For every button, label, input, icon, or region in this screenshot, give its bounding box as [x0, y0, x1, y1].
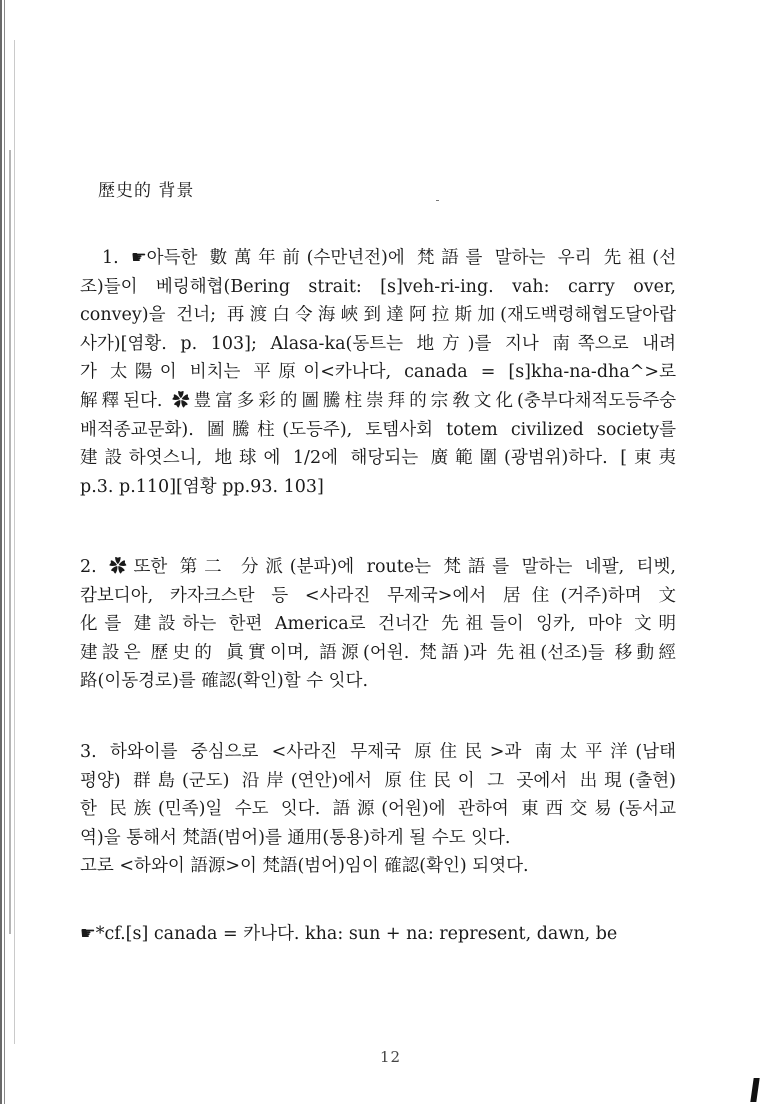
paragraph-line: 化를 建設하는 한편 America로 건너간 先祖들이 잉카, 마야 文明 [80, 614, 676, 635]
paragraph-line: 사가)[염황. p. 103]; Alasa-ka(동트는 地方)를 지나 南쪽으로 내려 [80, 333, 676, 354]
page-number: 12 [380, 1048, 402, 1066]
paragraph-line: 建設은 歷史的 眞實이며, 語源(어원. 梵語)과 先祖(선조)들 移動經 [80, 642, 676, 663]
paragraph-line: 建設하엿스니, 地球에 1/2에 해당되는 廣範圍(광범위)하다. [東夷 [80, 448, 676, 469]
paragraph-line: 배적종교문화). 圖騰柱(도등주), 토템사회 totem civilized society를 [80, 419, 676, 440]
paragraph-2 [80, 553, 676, 696]
paragraph-1 [80, 244, 676, 501]
paragraph-line: 1. ☛아득한 數萬年前(수만년전)에 梵語를 말하는 우리 先祖(선 [102, 248, 676, 268]
paragraph-line: 解釋된다. ✿豊富多彩的圖騰柱崇拜的宗敎文化(충부다채적도등주숭 [80, 390, 676, 411]
paragraph-3 [80, 738, 676, 881]
paragraph-line: convey)을 건너; 再渡白令海峽到達阿拉斯加(재도백령해협도달아랍 [80, 305, 676, 326]
paragraph-line: 역)을 통해서 梵語(범어)를 通用(통용)하게 될 수도 잇다. [80, 827, 511, 848]
paragraph-line: p.3. p.110][염황 pp.93. 103] [80, 476, 324, 497]
section-heading: 歷史的 背景 [98, 181, 195, 201]
scan-corner-mark [750, 1078, 759, 1102]
paragraph-line: 路(이동경로)를 確認(확인)할 수 잇다. [80, 671, 369, 692]
paragraph-line: 캄보디아, 카자크스탄 등 <사라진 무제국>에서 居住(거주)하며 文 [80, 585, 676, 606]
paragraph-line: 한 民族(민족)일 수도 잇다. 語源(어원)에 관하여 東西交易(동서교 [80, 799, 676, 820]
paragraph-line: 고로 <하와이 語源>이 梵語(범어)임이 確認(확인) 되엿다. [80, 856, 529, 877]
scan-edge [9, 150, 11, 934]
paragraph-line: 3. 하와이를 중심으로 <사라진 무제국 原住民>과 南太平洋(남태 [80, 742, 676, 762]
paragraph-line: 평양) 群島(군도) 沿岸(연안)에서 原住民이 그 곳에서 出現(출현) [80, 770, 676, 791]
paragraph-line: 2. ✿또한 第二 分派(분파)에 route는 梵語를 말하는 네팔, 티벳, [80, 557, 676, 577]
scan-edge [14, 40, 15, 1044]
scan-speck [436, 200, 439, 201]
scan-edge [0, 0, 2, 1104]
paragraph-line: 조)들이 베링해협(Bering strait: [s]veh-ri-ing. vah: carry over, [80, 276, 676, 297]
cf-note: ☛*cf.[s] canada = 카나다. kha: sun + na: represent, dawn, be [80, 924, 618, 944]
paragraph-line: 가 太陽이 비치는 平原이<카나다, canada = [s]kha-na-dha^>로 [80, 362, 676, 383]
scan-edge [4, 0, 5, 1104]
